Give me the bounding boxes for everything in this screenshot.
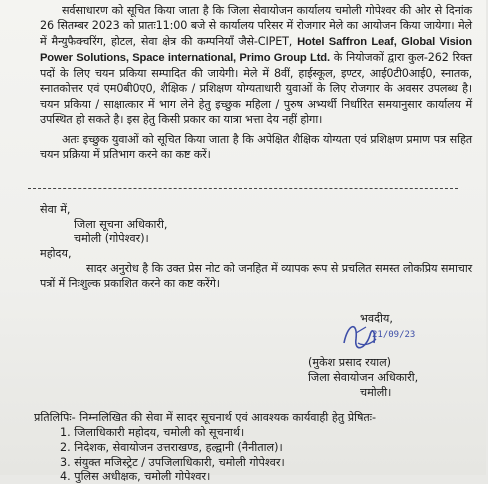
closing: भवदीय, <box>360 312 393 325</box>
copy-list-item: 3. संयुक्त मजिस्ट्रेट / उपजिलाधिकारी, चमोली गोपेश्वर। <box>60 456 285 469</box>
signer-place: चमोली। <box>360 386 392 399</box>
notice-text-start: सर्वसाधारण को सूचित किया जाता है कि जिला सेवायोजन कार्यालय चमोली गोपेश्वर की ओर से दिनांक 26 सितम्बर 2023 को प्रातः11:00 बजे से कार्यालय परिसर में रोजगार मेले का आयोजन किया जायेगा। मेले में मैन्युफैक्चरिंग, होटल, सेवा क्षेत्र की कम्पनियाँ जैसे-CIPET, <box>40 4 472 48</box>
addressee-line-2: चमोली (गोपेश्वर)। <box>74 232 149 245</box>
employer-names: Hotel Saffron Leaf, Global Vision Power Solutions, Space international, Primo Group Ltd. <box>40 35 472 64</box>
copy-list-item: 1. जिलाधिकारी महोदय, चमोली को सूचनार्थ। <box>60 426 245 439</box>
signature-date: 21/09/23 <box>372 330 416 340</box>
addressee-line-1: जिला सूचना अधिकारी, <box>74 218 168 231</box>
copy-list-item: 4. पुलिस अधीक्षक, चमोली गोपेश्वर। <box>60 470 211 483</box>
dashed-divider <box>28 188 458 189</box>
signer-name: (मुकेश प्रसाद रयाल) <box>308 356 392 369</box>
copy-intro: प्रतिलिपिः- निम्नलिखित की सेवा में सादर सूचनार्थ एवं आवश्यक कार्यवाही हेतु प्रेषितः- <box>34 411 377 424</box>
notice-text-end: के नियोजकों द्वारा कुल-262 रिक्त पदों के लिए चयन प्रकिया सम्पादित की जायेगी। मेले में 8वीं, हाईस्कूल, इण्टर, आई0टी0आई0, स्नातक, स्नातकोत्तर एवं एम0बी0ए0, शैक्षिक / प्रशिक्षण योग्यताधारी युवाओं के लिए रोजगार के अवसर उपलब्ध है। चयन प्रकिया / साक्षात्कार में भाग लेने हेतु इच्छुक महिला / पुरुष अभ्यर्थी निर्धारित समयानुसार कार्यालय में उपस्थित हो सकते है। इस हेतु किसी प्रकार का यात्रा भत्ता देय नहीं होगा। <box>40 50 472 127</box>
salutation: महोदय, <box>40 247 72 260</box>
notice-paragraph <box>40 3 472 127</box>
copy-list-item: 2. निदेशक, सेवायोजन उत्तराखण्ड, हल्द्वानी (नैनीताल)। <box>60 441 283 454</box>
appeal-paragraph: सादर अनुरोध है कि उक्त प्रेस नोट को जनहित में व्यापक रूप से प्रचलित समस्त लोकप्रिय समाचार पत्रों में निःशुल्क प्रकाशित करने का कष्ट करेंगे। <box>40 262 472 291</box>
signer-title: जिला सेवायोजन अधिकारी, <box>308 371 419 384</box>
addressee-label: सेवा में, <box>40 203 71 216</box>
request-paragraph: अतः इच्छुक युवाओं को सूचित किया जाता है कि अपेक्षित शैक्षिक योग्यता एवं प्रशिक्षण प्रमाण पत्र सहित चयन प्रक्रिया में प्रतिभाग करने का कष्ट करें। <box>40 133 472 162</box>
